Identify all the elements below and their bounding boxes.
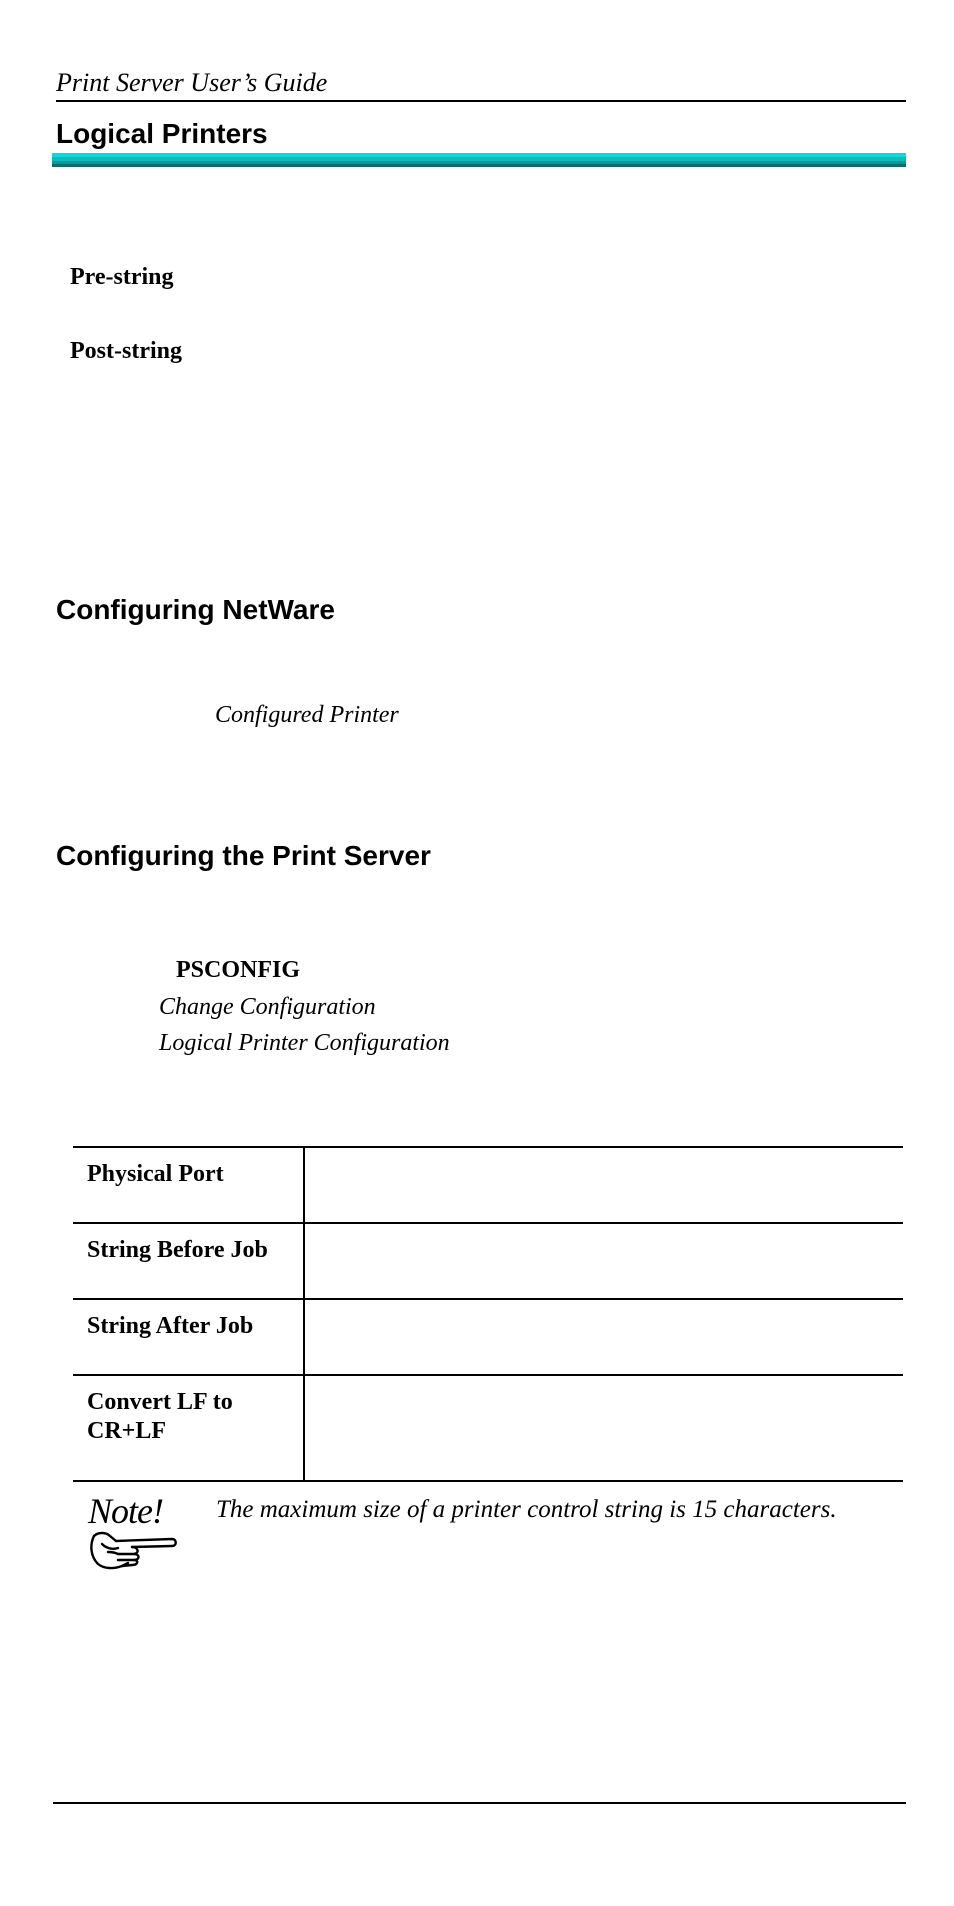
row-label: String Before Job [73,1223,304,1299]
row-label: Convert LF to CR+LF [73,1375,304,1481]
section-title-netware: Configuring NetWare [56,594,335,625]
row-value [304,1299,903,1375]
table-row [73,1299,903,1375]
configured-printer-text: Configured Printer [215,702,399,728]
running-header: Print Server User’s Guide [56,68,328,97]
table-row [73,1147,903,1223]
table-row [73,1375,903,1481]
term-post-string: Post-string [70,338,182,364]
row-label: Physical Port [73,1147,304,1223]
row-value [304,1147,903,1223]
note-label: Note! [88,1491,163,1531]
section-title-print-server: Configuring the Print Server [56,840,431,871]
header-rule [56,100,906,102]
pointing-hand-icon [88,1528,178,1570]
term-pre-string: Pre-string [70,264,174,290]
note-text: The maximum size of a printer control string is 15 characters. [216,1496,837,1523]
change-configuration-text: Change Configuration [159,994,376,1020]
row-value [304,1375,903,1481]
psconfig-text: PSCONFIG [176,957,301,983]
footer-rule [53,1802,906,1804]
row-label: String After Job [73,1299,304,1375]
title-band-layer-4 [52,164,906,167]
chapter-title: Logical Printers [56,118,268,149]
logical-printer-configuration-text: Logical Printer Configuration [159,1030,450,1056]
config-table [73,1146,903,1482]
row-value [304,1223,903,1299]
table-row [73,1223,903,1299]
